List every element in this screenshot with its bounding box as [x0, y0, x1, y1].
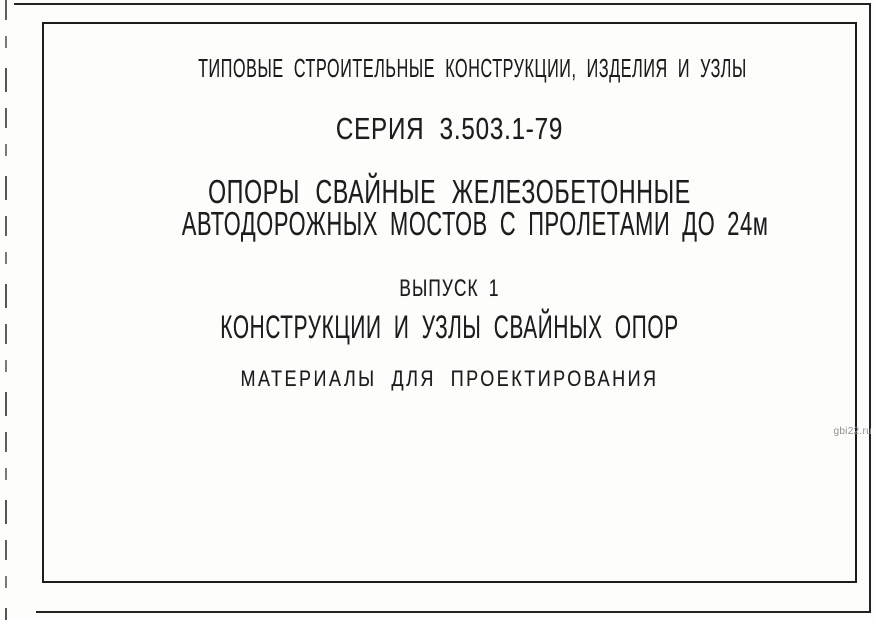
title-frame	[42, 22, 857, 583]
outer-border-right	[869, 3, 871, 613]
subject-title-line-1: ОПОРЫ СВАЙНЫЕ ЖЕЛЕЗОБЕТОННЫЕ	[208, 173, 691, 210]
site-watermark: gbi22.ru	[833, 426, 872, 437]
left-fold-dashed-line	[5, 0, 7, 620]
subject-title-line-2: АВТОДОРОЖНЫХ МОСТОВ С ПРОЛЕТАМИ ДО 24м	[181, 205, 769, 242]
document-category-line: ТИПОВЫЕ СТРОИТЕЛЬНЫЕ КОНСТРУКЦИИ, ИЗДЕЛИЯ И УЗЛЫ	[198, 53, 747, 83]
issue-title-line: КОНСТРУКЦИИ И УЗЛЫ СВАЙНЫХ ОПОР	[220, 309, 679, 345]
materials-for-design-line: МАТЕРИАЛЫ ДЛЯ ПРОЕКТИРОВАНИЯ	[240, 366, 659, 391]
series-number-line: СЕРИЯ 3.503.1-79	[335, 111, 564, 146]
outer-border-bottom	[36, 611, 871, 613]
outer-border-top	[14, 3, 871, 5]
issue-number-line: ВЫПУСК 1	[399, 275, 500, 302]
